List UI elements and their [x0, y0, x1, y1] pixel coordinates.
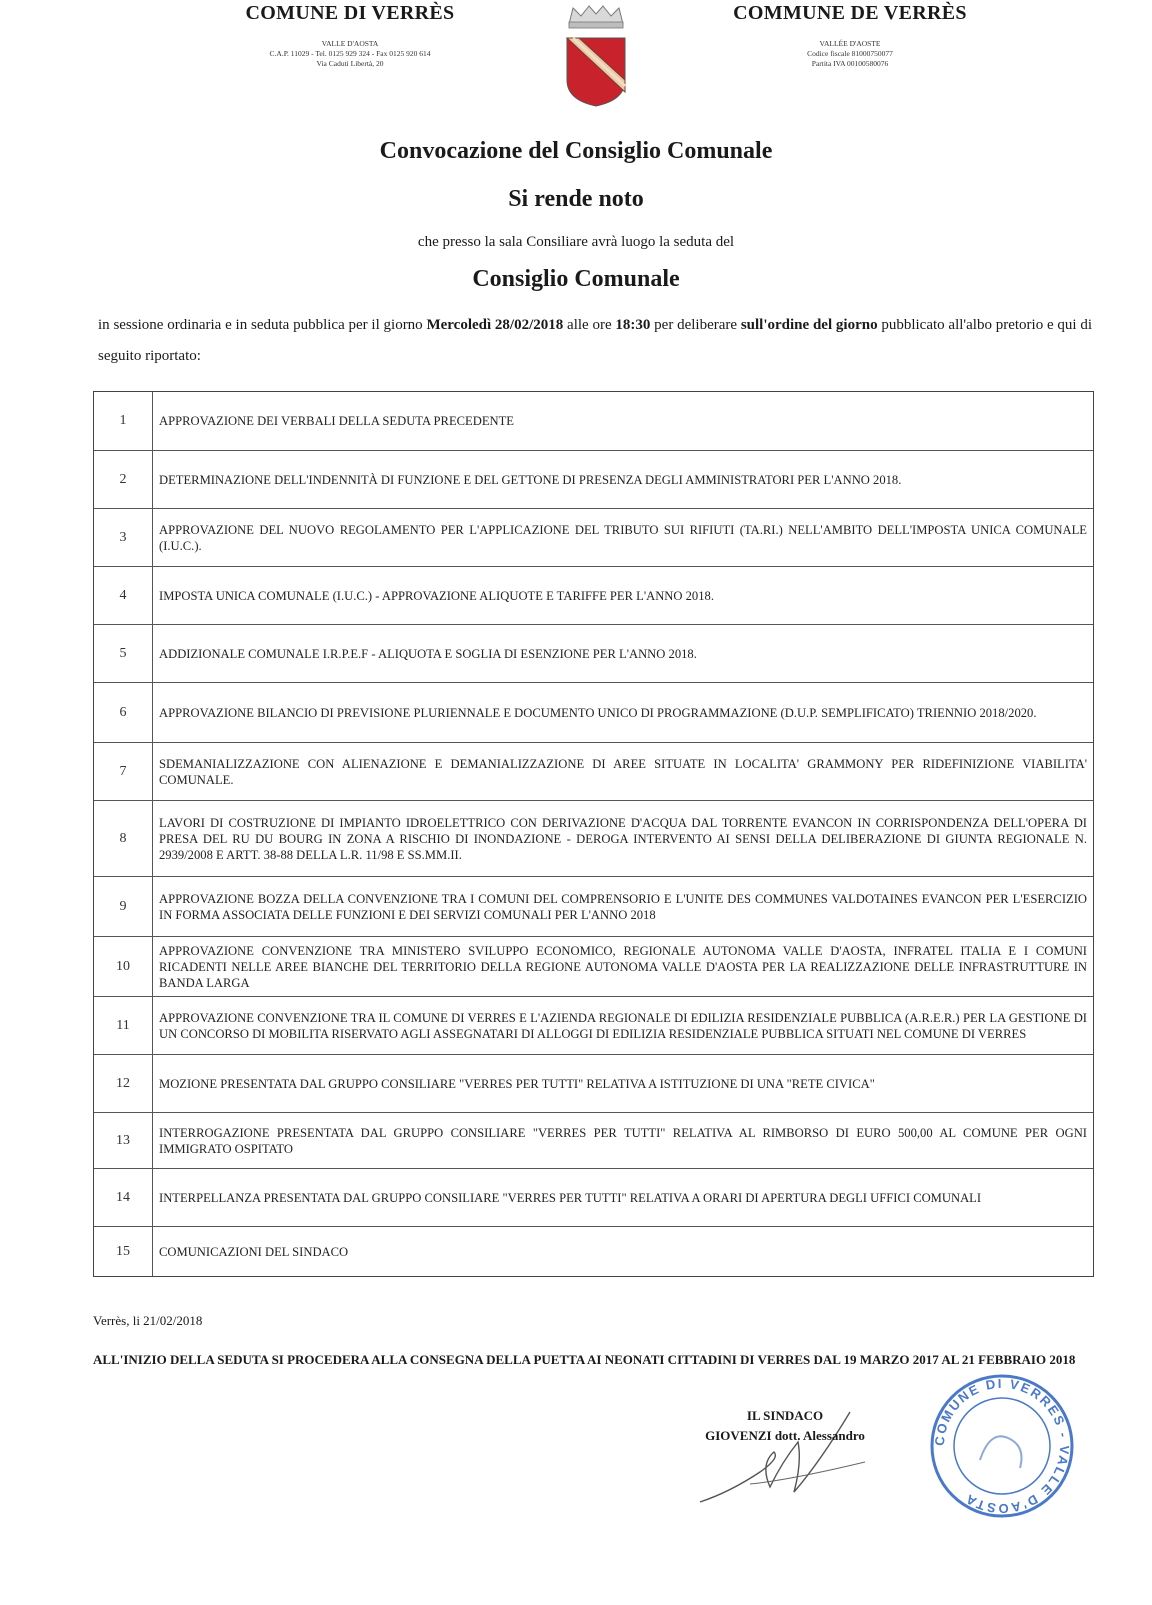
- agenda-item-number: 1: [94, 392, 153, 450]
- municipality-name-fr: COMMUNE DE VERRÈS: [733, 2, 967, 24]
- agenda-row: [94, 682, 1093, 742]
- agenda-item-text-cell: [153, 877, 1093, 936]
- agenda-item-number: 2: [94, 451, 153, 508]
- notice-heading: Si rende noto: [508, 186, 644, 212]
- agenda-item-text-cell: [153, 625, 1093, 682]
- municipal-stamp-icon: [928, 1372, 1076, 1520]
- signer-title: IL SINDACO: [746, 1408, 824, 1423]
- agenda-item-number: 15: [94, 1227, 153, 1276]
- agenda-row: [94, 996, 1093, 1054]
- agenda-row: [94, 742, 1093, 800]
- agenda-item-text-cell: [153, 801, 1093, 876]
- agenda-table: [93, 391, 1094, 1277]
- agenda-item-text: APPROVAZIONE DEI VERBALI DELLA SEDUTA PRECEDENTE: [159, 414, 514, 428]
- agenda-item-number: 13: [94, 1113, 153, 1168]
- agenda-item-text: DETERMINAZIONE DELL'INDENNITÀ DI FUNZIONE E DEL GETTONE DI PRESENZA DEGLI AMMINISTRATORI PER L'ANNO 2018.: [159, 472, 902, 487]
- agenda-item-text-cell: [153, 451, 1093, 508]
- header-right-line2: Codice fiscale 81000750077: [807, 49, 893, 58]
- agenda-item-text: APPROVAZIONE CONVENZIONE TRA IL COMUNE DI VERRES E L'AZIENDA REGIONALE DI EDILIZIA RESIDENZIALE PUBBLICA (A.R.E.R.) PER LA GESTIONE DI UN CONCORSO DI MOBILITA RISERVATO AGLI ASSEGNATARI DI ALLOGGI DI EDILIZIA RESIDENZIALE PUBBLICA SITUATI NEL COMUNE DI VERRES: [159, 1010, 1087, 1041]
- agenda-item-text: IMPOSTA UNICA COMUNALE (I.U.C.) - APPROVAZIONE ALIQUOTE E TARIFFE PER L'ANNO 2018.: [159, 588, 714, 603]
- agenda-item-text: COMUNICAZIONI DEL SINDACO: [159, 1244, 349, 1259]
- agenda-item-text-cell: [153, 509, 1093, 566]
- agenda-item-number: 12: [94, 1055, 153, 1112]
- intro-paragraph: [98, 310, 1092, 372]
- agenda-item-text-cell: [153, 937, 1093, 996]
- agenda-item-text: SDEMANIALIZZAZIONE CON ALIENAZIONE E DEMANIALIZZAZIONE DI AREE SITUATE IN LOCALITA' GRAMMONY PER RIDEFINIZIONE VIABILITA' COMUNALE.: [159, 756, 1087, 787]
- meeting-day: Mercoledì 28/02/2018: [426, 317, 564, 333]
- agenda-item-number: 3: [94, 509, 153, 566]
- agenda-item-text-cell: [153, 1113, 1093, 1168]
- agenda-item-text: INTERPELLANZA PRESENTATA DAL GRUPPO CONSILIARE "VERRES PER TUTTI" RELATIVA A ORARI DI APERTURA DEGLI UFFICI COMUNALI: [159, 1190, 982, 1205]
- agenda-item-number: 5: [94, 625, 153, 682]
- header-right: [700, 2, 1000, 69]
- ceremony-notice: ALL'INIZIO DELLA SEDUTA SI PROCEDERA ALLA CONSEGNA DELLA PUETTA AI NEONATI CITTADINI DI VERRES DAL 19 MARZO 2017 AL 21 FEBBRAIO 2018: [93, 1352, 1076, 1367]
- agenda-item-text-cell: [153, 567, 1093, 624]
- header-right-line1: VALLÉE D'AOSTE: [819, 39, 881, 48]
- signature-block: [680, 1406, 890, 1446]
- agenda-row: [94, 450, 1093, 508]
- agenda-item-text: APPROVAZIONE BOZZA DELLA CONVENZIONE TRA I COMUNI DEL COMPRENSORIO E L'UNITE DES COMMUNES VALDOTAINES EVANCON PER L'ESERCIZIO IN FORMA ASSOCIATA DELLE FUNZIONI E DEI SERVIZI COMUNALI PER L'ANNO 2018: [159, 891, 1087, 922]
- agenda-item-number: 10: [94, 937, 153, 996]
- agenda-item-number: 4: [94, 567, 153, 624]
- intro-text-1: in sessione ordinaria e in seduta pubblica per il giorno: [98, 317, 427, 333]
- agenda-row: [94, 936, 1093, 996]
- agenda-item-number: 11: [94, 997, 153, 1054]
- agenda-item-text: INTERROGAZIONE PRESENTATA DAL GRUPPO CONSILIARE "VERRES PER TUTTI" RELATIVA AL RIMBORSO DI EURO 500,00 AL COMUNE PER OGNI IMMIGRATO OSPITATO: [159, 1125, 1087, 1156]
- agenda-item-number: 6: [94, 683, 153, 742]
- agenda-item-text: LAVORI DI COSTRUZIONE DI IMPIANTO IDROELETTRICO CON DERIVAZIONE D'ACQUA DAL TORRENTE EVANCON IN CORRISPONDENZA DELL'OPERA DI PRESA DEL RU DU BOURG IN ZONA A RISCHIO DI INONDAZIONE - DEROGA INTERVENTO AI SENSI DELLA DELIBERAZIONE DI GIUNTA REGIONALE N. 2939/2008 E ARTT. 38-88 DELLA L.R. 11/98 E SS.MM.II.: [159, 815, 1087, 862]
- agenda-item-number: 7: [94, 743, 153, 800]
- agenda-item-text: MOZIONE PRESENTATA DAL GRUPPO CONSILIARE "VERRES PER TUTTI" RELATIVA A ISTITUZIONE DI UNA "RETE CIVICA": [159, 1076, 875, 1091]
- council-heading: Consiglio Comunale: [472, 266, 680, 292]
- agenda-row: [94, 624, 1093, 682]
- agenda-item-number: 14: [94, 1169, 153, 1226]
- header-left-line2: C.A.P. 11029 - Tel. 0125 929 324 - Fax 0125 920 614: [269, 49, 431, 58]
- intro-text-2: alle ore: [563, 317, 616, 333]
- agenda-item-text-cell: [153, 683, 1093, 742]
- agenda-item-text: APPROVAZIONE CONVENZIONE TRA MINISTERO SVILUPPO ECONOMICO, REGIONALE AUTONOMA VALLE D'AOSTA, INFRATEL ITALIA E I COMUNI RICADENTI NELLE AREE BIANCHE DEL TERRITORIO DELLA REGIONE AUTONOMA VALLE D'AOSTA PER LA REALIZZAZIONE DELLE INFRASTRUTTURE IN BANDA LARGA: [159, 943, 1087, 990]
- agenda-item-text: ADDIZIONALE COMUNALE I.R.P.E.F - ALIQUOTA E SOGLIA DI ESENZIONE PER L'ANNO 2018.: [159, 646, 697, 661]
- agenda-item-text-cell: [153, 743, 1093, 800]
- agenda-item-text: APPROVAZIONE BILANCIO DI PREVISIONE PLURIENNALE E DOCUMENTO UNICO DI PROGRAMMAZIONE (D.U.P. SEMPLIFICATO) TRIENNIO 2018/2020.: [159, 705, 1037, 720]
- intro-text-3: per deliberare: [650, 317, 741, 333]
- intro-text-4: pubblicato all'albo pretorio e qui di seguito riportato:: [98, 317, 1093, 364]
- municipality-name-it: COMUNE DI VERRÈS: [245, 2, 455, 24]
- agenda-item-number: 8: [94, 801, 153, 876]
- venue-line: che presso la sala Consiliare avrà luogo la seduta del: [417, 234, 735, 250]
- stamp-text: COMUNE DI VERRES - VALLE D'AOSTA: [931, 1375, 1073, 1517]
- agenda-item-text-cell: [153, 1169, 1093, 1226]
- agenda-item-text-cell: [153, 392, 1093, 450]
- agenda-item-text: APPROVAZIONE DEL NUOVO REGOLAMENTO PER L'APPLICAZIONE DEL TRIBUTO SUI RIFIUTI (TA.RI.) NELL'AMBITO DELL'IMPOSTA UNICA COMUNALE (I.U.C.).: [159, 522, 1087, 553]
- agenda-item-text-cell: [153, 1227, 1093, 1276]
- agenda-row: [94, 1168, 1093, 1226]
- header-left-line3: Via Caduti Libertà, 20: [316, 59, 384, 68]
- coat-of-arms-icon: [563, 2, 629, 108]
- agenda-row: [94, 508, 1093, 566]
- agenda-row: [94, 1054, 1093, 1112]
- agenda-row: [94, 1226, 1093, 1276]
- agenda-ref-2: giorno: [835, 317, 878, 333]
- signer-name: GIOVENZI dott. Alessandro: [705, 1428, 865, 1443]
- issue-date: Verrès, li 21/02/2018: [93, 1313, 203, 1328]
- meeting-time: 18:30: [615, 317, 651, 333]
- header-left-line1: VALLE D'AOSTA: [321, 39, 379, 48]
- agenda-row: [94, 876, 1093, 936]
- agenda-item-number: 9: [94, 877, 153, 936]
- agenda-row: [94, 1112, 1093, 1168]
- agenda-item-text-cell: [153, 997, 1093, 1054]
- agenda-item-text-cell: [153, 1055, 1093, 1112]
- agenda-row: [94, 800, 1093, 876]
- agenda-row: [94, 566, 1093, 624]
- header-right-line3: Partita IVA 00100580076: [811, 59, 889, 68]
- agenda-ref-1: sull'ordine del: [740, 317, 833, 333]
- agenda-row: [94, 392, 1093, 450]
- document-title: Convocazione del Consiglio Comunale: [379, 138, 773, 164]
- header-left: [200, 2, 500, 69]
